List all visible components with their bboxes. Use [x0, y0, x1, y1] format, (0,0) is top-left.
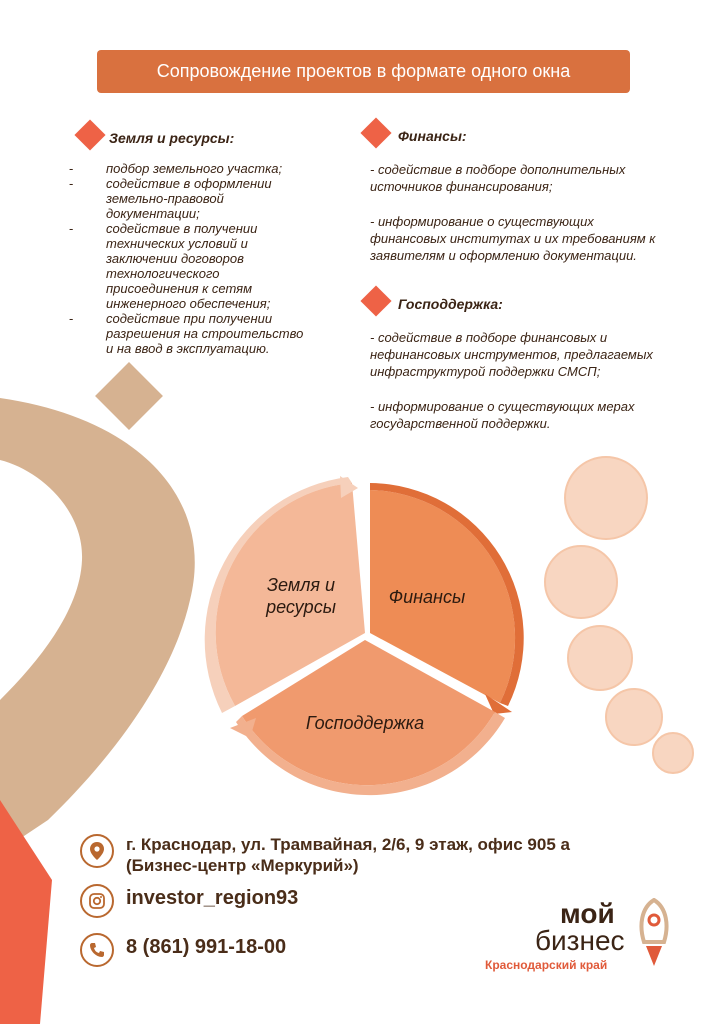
gov-paragraph-1: - содействие в подборе финансовых и нефинансовых инструментов, предлагаемых инфраструктурой поддержки СМСП; [370, 330, 653, 379]
segment-gov-label: Господдержка [305, 713, 425, 733]
page-title: Сопровождение проектов в формате одного окна [97, 50, 630, 93]
phone-number[interactable]: 8 (861) 991-18-00 [126, 936, 287, 958]
finance-paragraph-2: - информирование о существующих финансовых институтах и их требованиям к заявителям и оформлению документации. [370, 214, 656, 263]
gov-heading: Господдержка: [398, 296, 503, 312]
contact-phone [80, 933, 286, 967]
gov-paragraph-2: - информирование о существующих мерах государственной поддержки. [370, 399, 635, 431]
contact-address [80, 834, 586, 876]
logo-region: Краснодарский край [485, 958, 608, 972]
moy-biznes-logo [485, 900, 685, 980]
list-item: - содействие при получении разрешения на строительство и на ввод в эксплуатацию. [87, 311, 309, 356]
finance-paragraph-1: - содействие в подборе дополнительных источников финансирования; [370, 162, 626, 194]
logo-word-biznes: бизнес [535, 925, 625, 956]
list-item: - подбор земельного участка; [87, 161, 309, 176]
instagram-handle[interactable]: investor_region93 [126, 887, 299, 909]
logo-word-moy: мой [560, 898, 615, 929]
list-item: - содействие в получении технических условий и заключении договоров технологического присоединения к сетям инженерного обеспечения; [87, 221, 309, 311]
location-pin-icon [80, 834, 114, 868]
finance-heading: Финансы: [398, 128, 467, 144]
rocket-icon [637, 898, 671, 968]
phone-icon [80, 933, 114, 967]
land-heading: Земля и ресурсы: [109, 130, 235, 146]
segment-finance-label: Финансы [388, 587, 466, 607]
segment-land-label: Земля и ресурсы [266, 575, 336, 617]
list-item: - содействие в оформлении земельно-правовой документации; [87, 176, 309, 221]
address-text: г. Краснодар, ул. Трамвайная, 2/6, 9 этаж, офис 905 а (Бизнес-центр «Меркурий») [126, 835, 570, 875]
instagram-icon [80, 884, 114, 918]
contact-instagram [80, 884, 298, 918]
